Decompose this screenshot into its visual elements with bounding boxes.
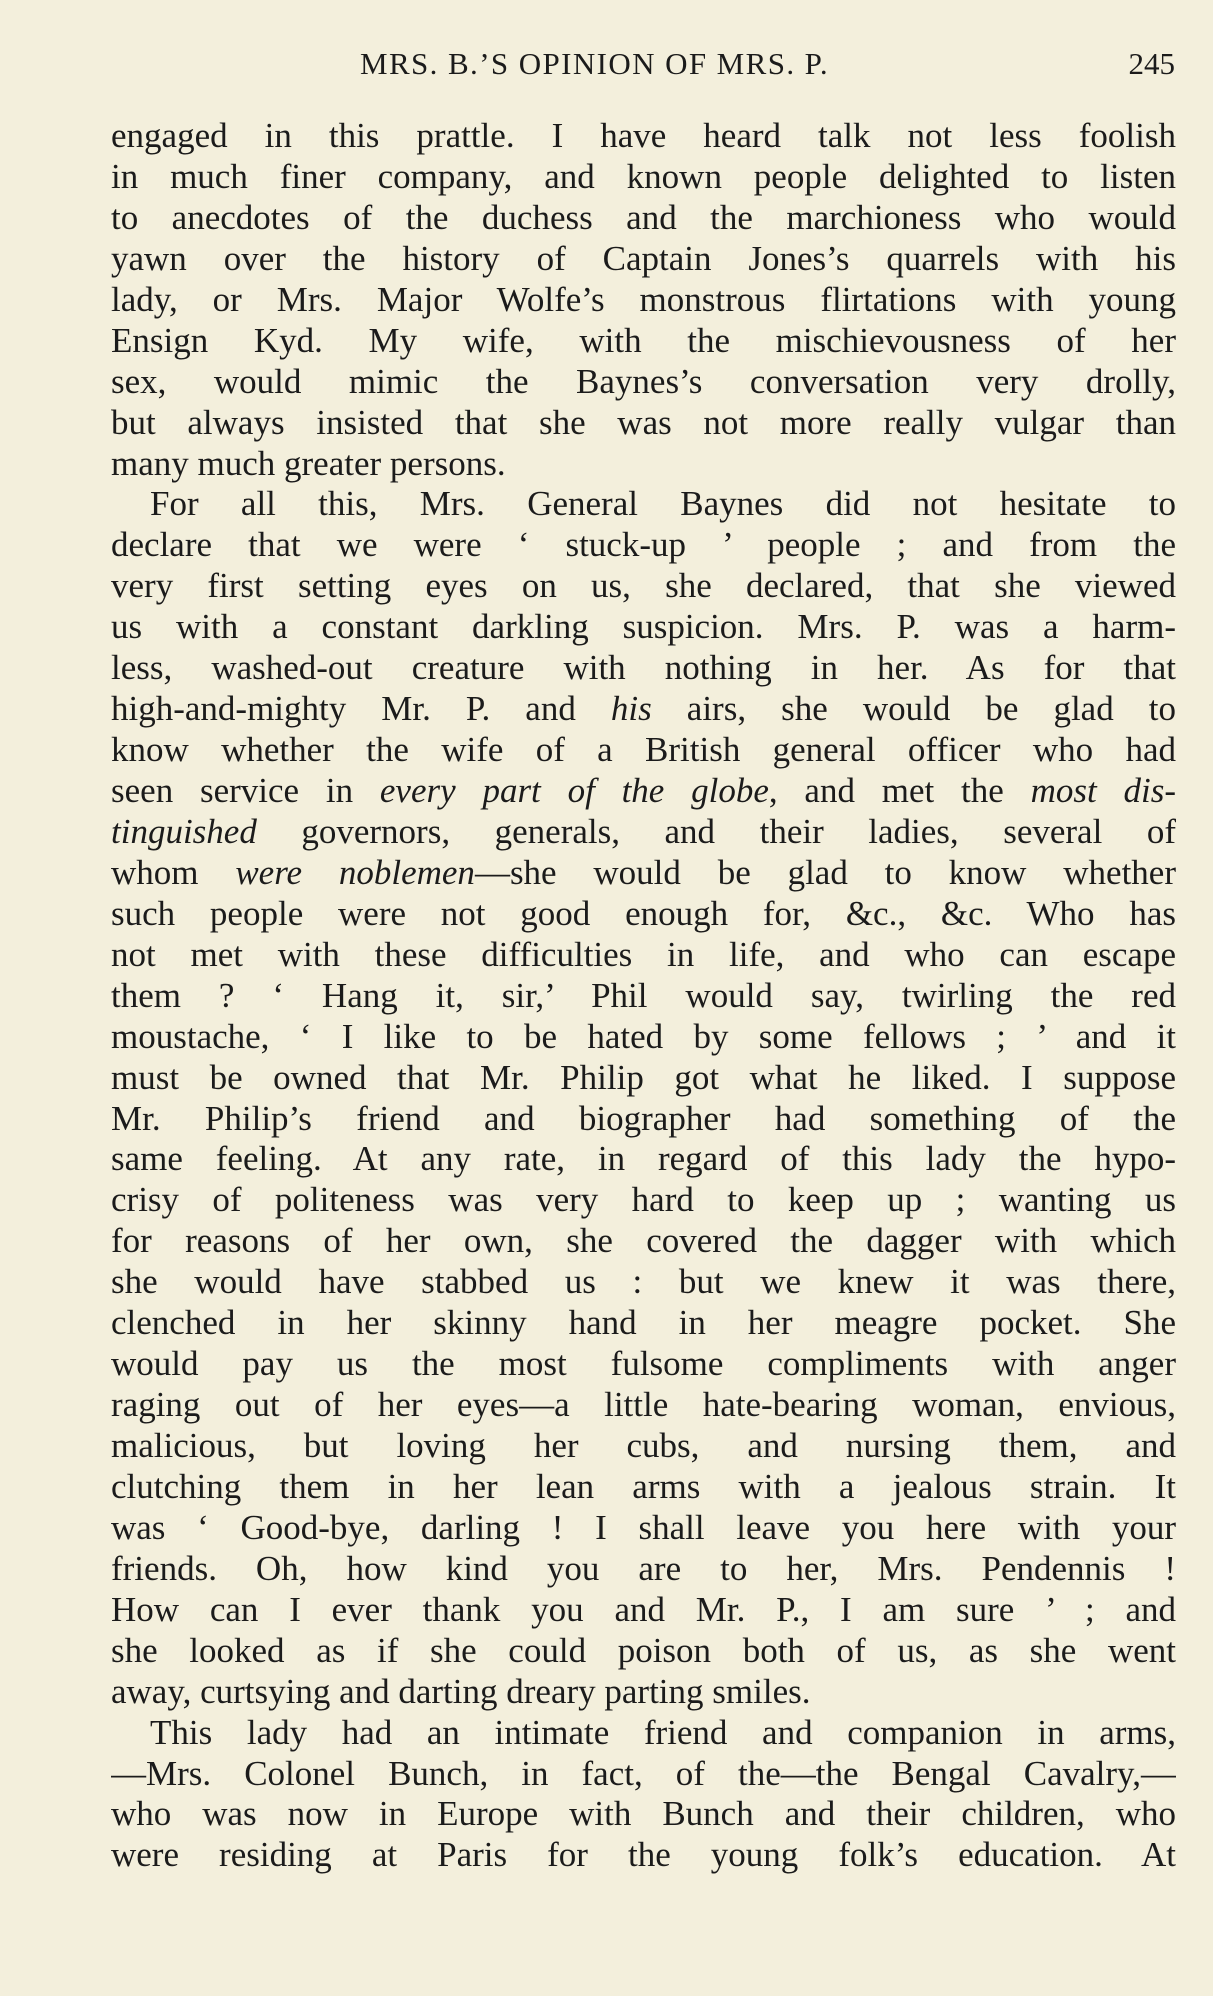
text-line xyxy=(111,484,1176,525)
italic-text: tinguished xyxy=(111,811,257,851)
line-text: lady, or Mrs. Major Wolfe’s monstrous flirtations with young xyxy=(111,279,1176,319)
text-line xyxy=(111,1631,1176,1672)
text-line xyxy=(111,1794,1176,1835)
line-text: —Mrs. Colonel Bunch, in fact, of the—the Bengal Cavalry,— xyxy=(111,1753,1176,1793)
text-line xyxy=(111,689,1176,730)
text-line xyxy=(111,812,1176,853)
line-text: she looked as if she could poison both of us, as she went xyxy=(111,1630,1176,1670)
text-line xyxy=(111,1139,1176,1180)
line-text: us with a constant darkling suspicion. Mrs. P. was a harm- xyxy=(111,607,1176,647)
text-line xyxy=(111,198,1176,239)
line-text: sex, would mimic the Baynes’s conversation very drolly, xyxy=(111,361,1176,401)
text-line xyxy=(111,1017,1176,1058)
line-text: yawn over the history of Captain Jones’s quarrels with his xyxy=(111,238,1176,278)
text-line xyxy=(111,403,1176,444)
text-line xyxy=(111,1672,1176,1713)
line-text: For all this, Mrs. General Baynes did not hesitate to xyxy=(150,484,1176,524)
text-line xyxy=(111,1262,1176,1303)
line-text: very first setting eyes on us, she declared, that she viewed xyxy=(111,566,1176,606)
text-line xyxy=(111,280,1176,321)
line-text: in much finer company, and known people delighted to listen xyxy=(111,156,1176,196)
line-text: who was now in Europe with Bunch and their children, who xyxy=(111,1794,1176,1834)
line-text: clutching them in her lean arms with a jealous strain. It xyxy=(111,1466,1176,1506)
text-line xyxy=(111,935,1176,976)
page-header xyxy=(0,44,1213,90)
line-text: them ? ‘ Hang it, sir,’ Phil would say, twirling the red xyxy=(111,975,1176,1015)
text-line xyxy=(111,1344,1176,1385)
text-line xyxy=(111,321,1176,362)
text-line xyxy=(111,648,1176,689)
italic-text: most dis- xyxy=(1030,771,1176,810)
line-text: was ‘ Good-bye, darling ! I shall leave you here with your xyxy=(111,1507,1176,1547)
italic-text: were noblemen xyxy=(235,852,475,892)
line-text: must be owned that Mr. Philip got what he liked. I suppose xyxy=(111,1057,1176,1097)
line-text: , and met the xyxy=(768,771,1031,810)
line-text: raging out of her eyes—a little hate-bearing woman, envious, xyxy=(111,1385,1176,1425)
line-text: friends. Oh, how kind you are to her, Mrs. Pendennis ! xyxy=(111,1548,1176,1588)
page-number: 245 xyxy=(1128,46,1175,81)
line-text: clenched in her skinny hand in her meagre pocket. She xyxy=(111,1303,1176,1343)
line-text: seen service in xyxy=(111,771,380,810)
line-text: were residing at Paris for the young folk’s education. At xyxy=(111,1835,1176,1875)
line-text: such people were not good enough for, &c., &c. Who has xyxy=(111,893,1176,933)
line-text: same feeling. At any rate, in regard of this lady the hypo- xyxy=(111,1139,1176,1179)
text-line xyxy=(111,1221,1176,1262)
text-line xyxy=(111,1549,1176,1590)
line-text: —she would be glad to know whether xyxy=(474,852,1176,892)
line-text: would pay us the most fulsome compliments with anger xyxy=(111,1344,1176,1384)
line-text: declare that we were ‘ stuck-up ’ people ; and from the xyxy=(111,525,1176,565)
line-text: to anecdotes of the duchess and the marchioness who would xyxy=(111,197,1176,237)
text-line xyxy=(111,444,1176,485)
line-text: governors, generals, and their ladies, several of xyxy=(256,811,1176,851)
body-text xyxy=(111,116,1176,1876)
text-line xyxy=(111,525,1176,566)
text-line xyxy=(111,853,1176,894)
italic-text: every part of the globe xyxy=(379,771,769,810)
text-line xyxy=(111,1590,1176,1631)
line-text: high-and-mighty Mr. P. and xyxy=(111,689,611,729)
line-text: away, curtsying and darting dreary parting smiles. xyxy=(111,1671,811,1711)
text-line xyxy=(111,239,1176,280)
line-text: Ensign Kyd. My wife, with the mischievousness of her xyxy=(111,320,1176,360)
text-line xyxy=(111,1099,1176,1140)
line-text: for reasons of her own, she covered the dagger with which xyxy=(111,1221,1176,1261)
line-text: engaged in this prattle. I have heard talk not less foolish xyxy=(111,116,1176,155)
line-text: many much greater persons. xyxy=(111,443,506,483)
text-line xyxy=(111,976,1176,1017)
italic-text: his xyxy=(610,689,652,729)
text-line xyxy=(111,894,1176,935)
line-text: less, washed-out creature with nothing in her. As for that xyxy=(111,648,1176,688)
text-line xyxy=(111,1467,1176,1508)
line-text: whom xyxy=(111,852,236,892)
line-text: crisy of politeness was very hard to keep up ; wanting us xyxy=(111,1180,1176,1220)
line-text: Mr. Philip’s friend and biographer had something of the xyxy=(111,1098,1176,1138)
text-line xyxy=(111,1508,1176,1549)
line-text: know whether the wife of a British general officer who had xyxy=(111,730,1176,770)
text-line xyxy=(111,1713,1176,1754)
text-line xyxy=(111,116,1176,157)
line-text: This lady had an intimate friend and companion in arms, xyxy=(150,1712,1176,1752)
line-text: not met with these difficulties in life, and who can escape xyxy=(111,934,1176,974)
text-line xyxy=(111,1058,1176,1099)
text-line xyxy=(111,1754,1176,1795)
line-text: airs, she would be glad to xyxy=(651,689,1176,729)
line-text: but always insisted that she was not more really vulgar than xyxy=(111,402,1176,442)
line-text: moustache, ‘ I like to be hated by some fellows ; ’ and it xyxy=(111,1016,1176,1056)
text-line xyxy=(111,157,1176,198)
line-text: malicious, but loving her cubs, and nursing them, and xyxy=(111,1426,1176,1465)
text-line xyxy=(111,730,1176,771)
text-line xyxy=(111,566,1176,607)
text-line xyxy=(111,362,1176,403)
text-line xyxy=(111,771,1176,812)
text-line xyxy=(111,1426,1176,1467)
line-text: she would have stabbed us : but we knew it was there, xyxy=(111,1262,1176,1302)
running-head: MRS. B.’S OPINION OF MRS. P. xyxy=(360,46,830,81)
text-line xyxy=(111,1303,1176,1344)
text-line xyxy=(111,607,1176,648)
text-line xyxy=(111,1385,1176,1426)
text-line xyxy=(111,1180,1176,1221)
text-line xyxy=(111,1835,1176,1876)
line-text: How can I ever thank you and Mr. P., I am sure ’ ; and xyxy=(111,1589,1176,1629)
